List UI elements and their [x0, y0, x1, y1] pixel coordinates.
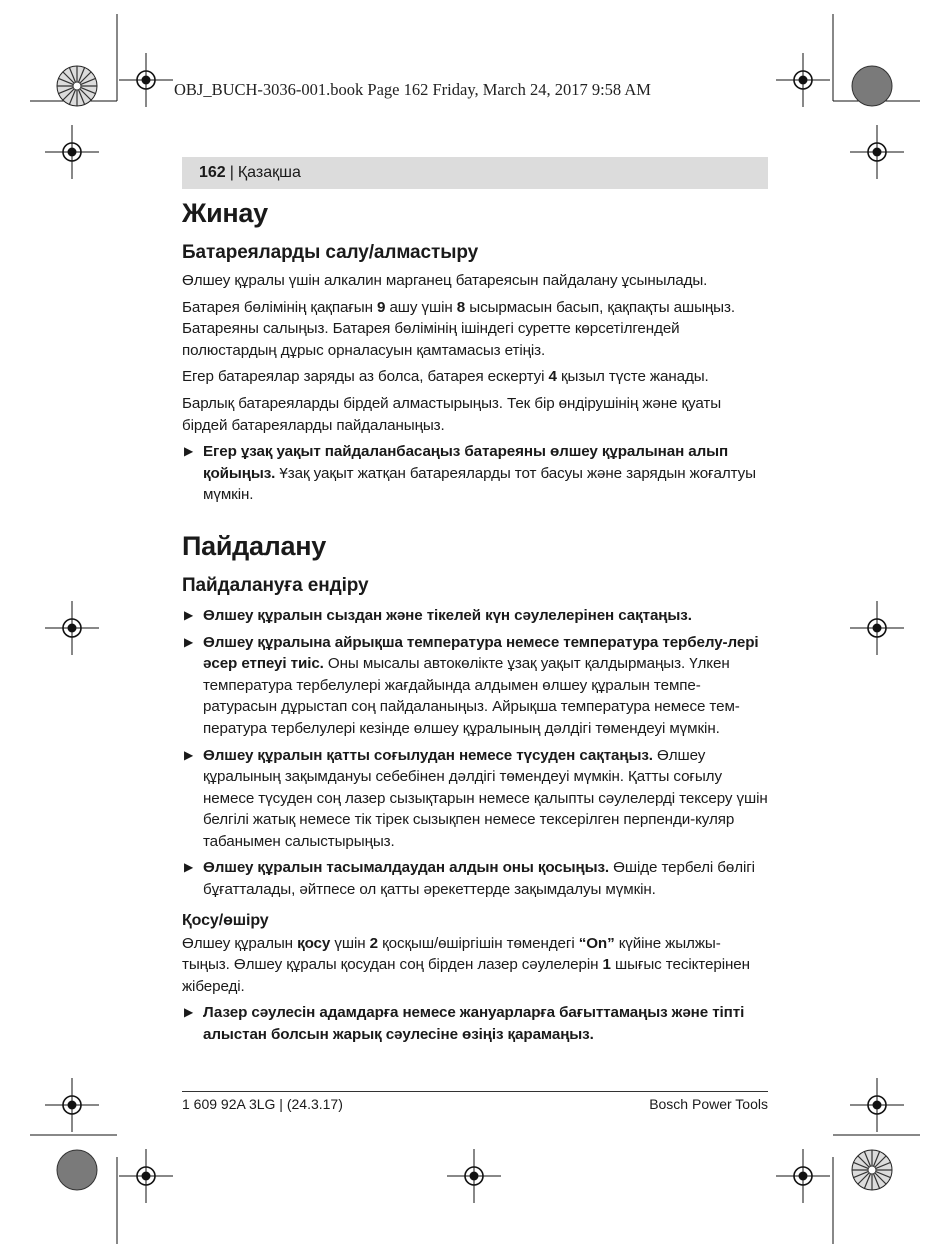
bullet-arrow-icon: ▶	[184, 1005, 194, 1020]
bullet-arrow-icon: ▶	[184, 747, 194, 762]
list-item: ▶ Өлшеу құралын сыздан және тікелей күн сәулелерінен сақтаңыз.	[182, 605, 768, 627]
color-target-icon	[852, 1150, 892, 1190]
registration-mark-icon	[447, 1149, 501, 1203]
registration-mark-icon	[119, 1149, 173, 1203]
subsection-title-batteries: Батареяларды салу/алмастыру	[182, 242, 479, 263]
paragraph: Егер батареялар заряды аз болса, батарея ескертуі 4 қызыл түсте жанады.	[182, 368, 709, 386]
list-item: ▶ Өлшеу құралын қатты соғылудан немесе түсуден сақтаңыз. Өлшеу құралының зақымдануы себебінен дәлдігі төмендеуі мүмкін. Қатты соғылу немесе түсуден соң лазер сызықтарын немесе қалыпты сәулелерді тексеру үшін белгілі жатық немесе тік тірек сызықпен немесе тексерілген перпенди-куляр табанымен салыстырыңыз.	[184, 746, 768, 850]
bullet-arrow-icon: ▶	[184, 607, 194, 622]
registration-mark-icon	[45, 125, 99, 179]
paragraph: Өлшеу құралын қосу үшін 2 қосқыш/өшіргішін төмендегі “On” күйіне жылжы-тыңыз. Өлшеу құралы қосудан соң бірден лазер сәулелерін 1 шығыс тесіктерінен жібереді.	[182, 934, 750, 995]
registration-mark-icon	[119, 53, 173, 107]
paragraph: Батарея бөлімінің қақпағын 9 ашу үшін 8 ысырмасын басып, қақпақты ашыңыз. Батареяны салыңыз. Батарея бөлімінің ішіндегі суретте көрсетілгендей полюстардың дұрыс орналасуын қамтамасыз етіңіз.	[182, 298, 735, 359]
bullet-arrow-icon: ▶	[184, 860, 194, 875]
color-target-icon	[57, 66, 97, 106]
list-item: ▶ Өлшеу құралына айрықша температура немесе температура тербелу-лері әсер етпеуі тиіс. Оны мысалы автокөлікте ұзақ уақыт қалдырмаңыз. Үлкен температура тербелулері жағдайында алдымен өлшеу құралын темпе-ратурасын дұрыстап соң пайдаланыңыз. Айрықша температура немесе тем-пература тербелулері кезінде өлшеу құралының дәлдігі төмендеуі мүмкін.	[184, 633, 759, 737]
page-header	[182, 157, 768, 189]
footer-doc-id: 1 609 92A 3LG | (24.3.17)	[182, 1096, 343, 1112]
footer-brand: Bosch Power Tools	[649, 1096, 768, 1112]
grey-target-icon	[852, 66, 892, 106]
list-item: ▶ Егер ұзақ уақыт пайдаланбасаңыз батареяны өлшеу құралынан алып қойыңыз. Ұзақ уақыт жатқан батареяларды тот басуы және зарядын жоғалтуы мүмкін.	[184, 443, 756, 504]
subsection-title-startup: Пайдалануға ендіру	[182, 574, 369, 596]
page-content	[182, 193, 768, 1046]
paragraph: Барлық батареяларды бірдей алмастырыңыз. Тек бір өндірушінің және қуаты бірдей батареяларды пайдаланыңыз.	[182, 394, 722, 434]
subsection-title-switch: Қосу/өшіру	[182, 911, 269, 929]
section-title-assembly: Жинау	[182, 198, 268, 228]
header-separator: |	[229, 164, 234, 181]
list-item: ▶ Өлшеу құралын тасымалдаудан алдын оны қосыңыз. Өшіде тербелі бөлігі бұғатталады, әйтпесе ол қатты әрекеттерде зақымдалуы мүмкін.	[184, 859, 755, 899]
grey-target-icon	[57, 1150, 97, 1190]
page-footer	[182, 1091, 768, 1112]
registration-mark-icon	[850, 1078, 904, 1132]
list-item: ▶ Лазер сәулесін адамдарға немесе жануарларға бағыттамаңыз және тіпті алыстан болсын жарық сәулесіне өзіңіз қарамаңыз.	[184, 1004, 745, 1044]
registration-mark-icon	[45, 1078, 99, 1132]
bullet-arrow-icon: ▶	[184, 634, 194, 649]
registration-mark-icon	[776, 1149, 830, 1203]
section-title-operation: Пайдалану	[182, 530, 326, 561]
print-slug: OBJ_BUCH-3036-001.book Page 162 Friday, March 24, 2017 9:58 AM	[174, 80, 651, 99]
registration-mark-icon	[776, 53, 830, 107]
header-language: Қазақша	[237, 164, 301, 181]
page-number: 162	[199, 164, 226, 181]
registration-mark-icon	[850, 125, 904, 179]
registration-mark-icon	[850, 601, 904, 655]
registration-mark-icon	[45, 601, 99, 655]
bullet-arrow-icon: ▶	[184, 444, 194, 459]
paragraph: Өлшеу құралы үшін алкалин марганец батареясын пайдалану ұсынылады.	[182, 272, 708, 289]
